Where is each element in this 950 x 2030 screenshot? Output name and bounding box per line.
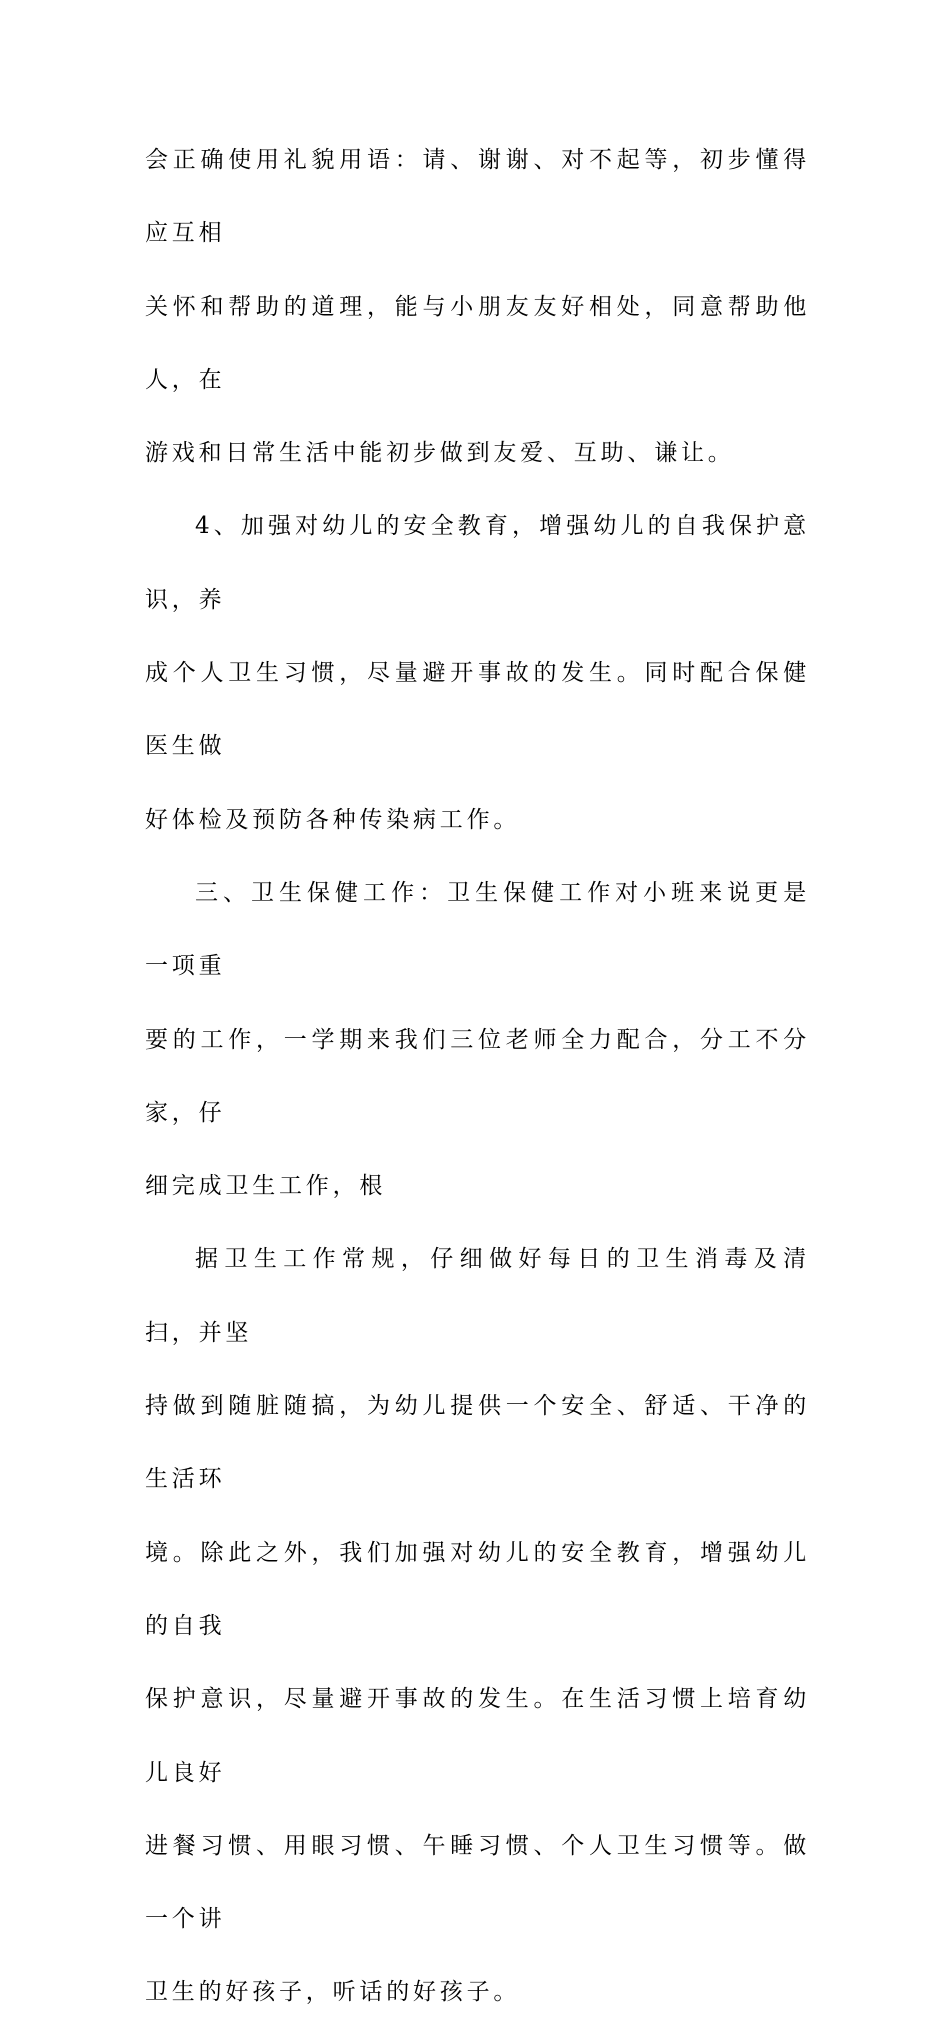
paragraph-courtesy bbox=[145, 124, 810, 490]
text-line: 会正确使用礼貌用语：请、谢谢、对不起等，初步懂得应互相 bbox=[145, 147, 810, 247]
text-line: 好体检及预防各种传染病工作。 bbox=[145, 806, 521, 833]
text-line: 进餐习惯、用眼习惯、午睡习惯、个人卫生习惯等。做一个讲 bbox=[145, 1832, 810, 1933]
text-line: 境。除此之外，我们加强对幼儿的安全教育，增强幼儿的自我 bbox=[145, 1539, 810, 1639]
text-line: 关怀和帮助的道理，能与小朋友友好相处，同意帮助他人，在 bbox=[145, 293, 810, 393]
paragraph-health-care-heading bbox=[145, 857, 810, 1223]
text-line: 卫生的好孩子，听话的好孩子。 bbox=[145, 1979, 521, 2006]
document-body bbox=[145, 124, 810, 2030]
text-line: 持做到随脏随搞，为幼儿提供一个安全、舒适、干净的生活环 bbox=[145, 1393, 810, 1493]
text-line: 据卫生工作常规，仔细做好每日的卫生消毒及清扫，并坚 bbox=[145, 1246, 810, 1346]
text-line: 4、加强对幼儿的安全教育，增强幼儿的自我保护意识，养 bbox=[145, 513, 810, 613]
text-line: 成个人卫生习惯，尽量避开事故的发生。同时配合保健医生做 bbox=[145, 660, 810, 760]
text-line: 要的工作，一学期来我们三位老师全力配合，分工不分家，仔 bbox=[145, 1026, 810, 1126]
text-line: 三、卫生保健工作：卫生保健工作对小班来说更是一项重 bbox=[145, 879, 810, 980]
text-line: 保护意识，尽量避开事故的发生。在生活习惯上培育幼儿良好 bbox=[145, 1686, 810, 1786]
paragraph-safety-education bbox=[145, 490, 810, 856]
paragraph-hygiene-routine bbox=[145, 1223, 810, 2029]
text-line: 游戏和日常生活中能初步做到友爱、互助、谦让。 bbox=[145, 440, 735, 467]
text-line: 细完成卫生工作，根 bbox=[145, 1173, 387, 1200]
